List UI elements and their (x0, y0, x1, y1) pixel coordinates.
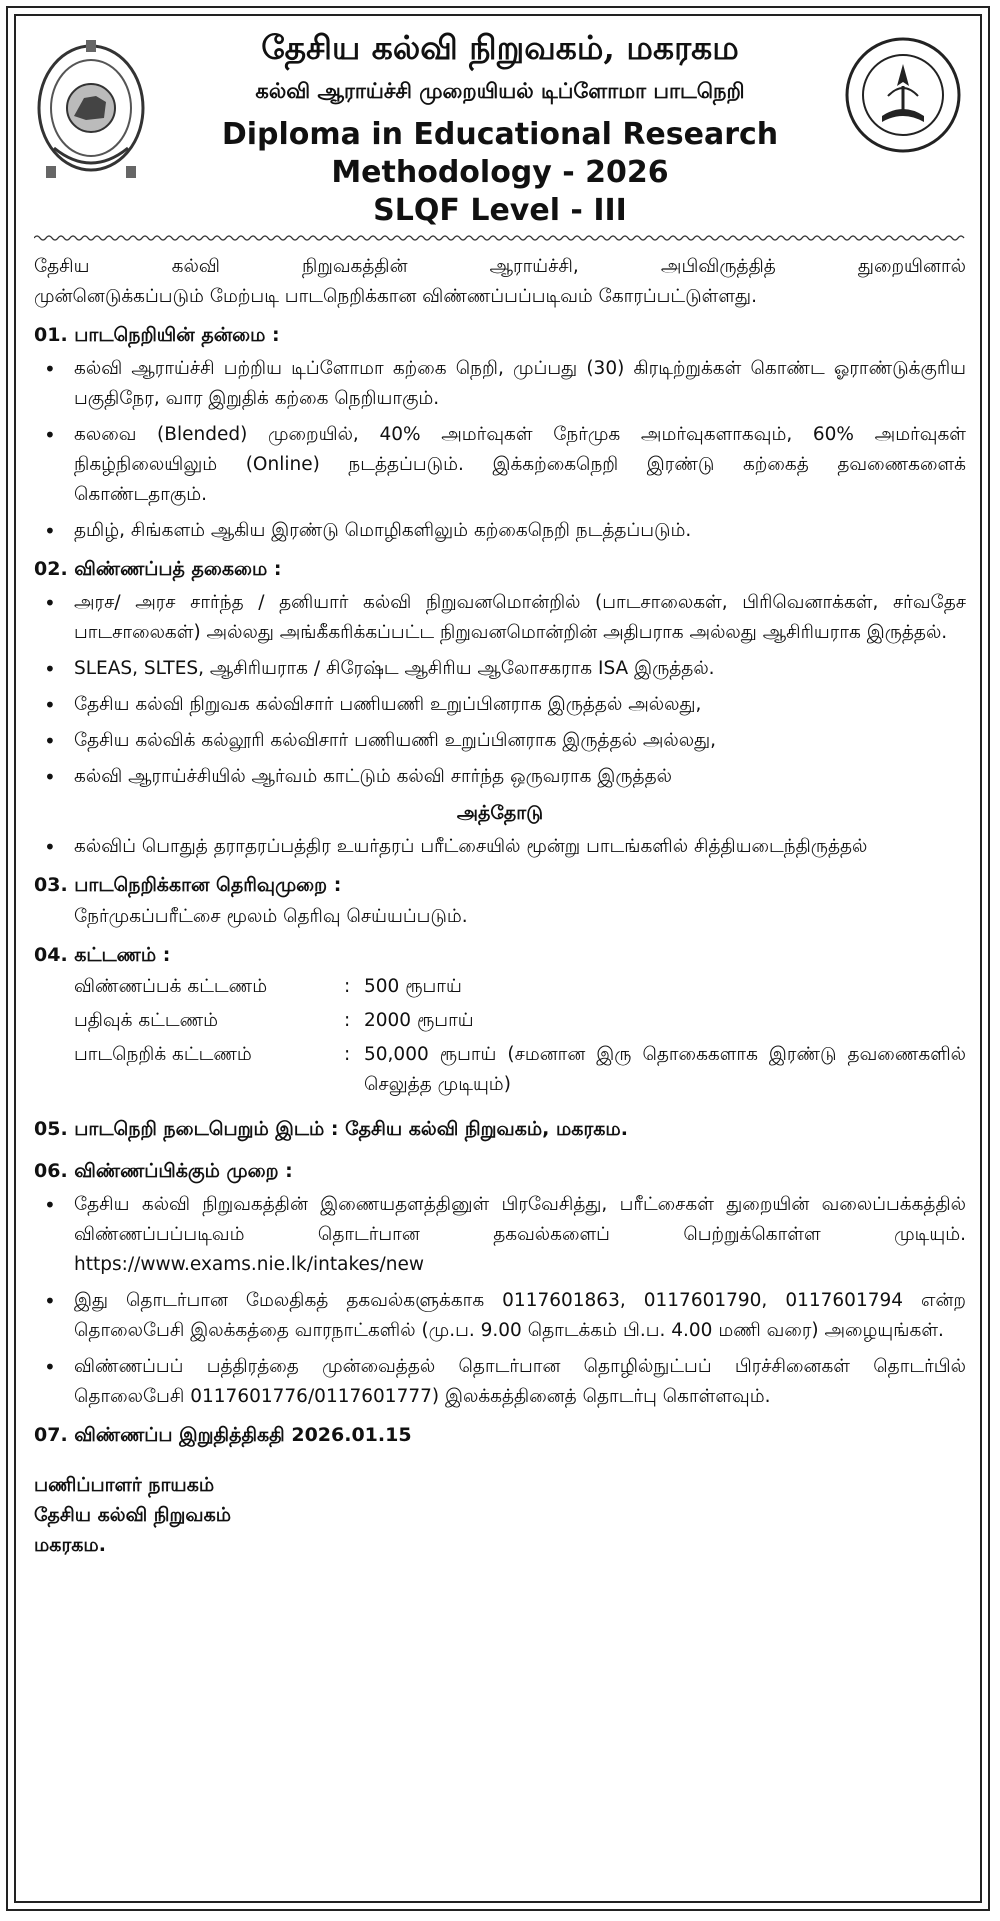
list-item: • கலவை (Blended) முறையில், 40% அமர்வுகள் நேர்முக அமர்வுகளாகவும், 60% அமர்வுகள் நிகழ்நிலையிலும் (Online) நடத்தப்படும். இக்கற்கைநெறி இரண்டு கற்கைத் தவணைகளைக் கொண்டதாகும். (34, 420, 966, 510)
slqf-level: SLQF Level - III (373, 193, 627, 228)
list-item: • விண்ணப்பப் பத்திரத்தை முன்வைத்தல் தொடர்பான தொழில்நுட்பப் பிரச்சினைகள் தொடர்பில் தொலைபேசி 0117601776/0117601777) இலக்கத்தினைத் தொடர்பு கொள்ளவும். (34, 1352, 966, 1412)
list-item: • தமிழ், சிங்களம் ஆகிய இரண்டு மொழிகளிலும் கற்கைநெறி நடத்தப்படும். (34, 516, 966, 546)
section-6-title: 06. விண்ணப்பிக்கும் முறை : (34, 1160, 293, 1182)
list-item: • கல்விப் பொதுத் தராதரப்பத்திர உயர்தரப் பரீட்சையில் மூன்று பாடங்களில் சித்தியடைந்திருத்தல் (34, 832, 966, 862)
fee-separator: : (344, 1044, 351, 1065)
header-divider (34, 232, 966, 244)
fee-value: 2000 ரூபாய் (364, 1010, 474, 1031)
section-7-title: 07. விண்ணப்ப இறுதித்திகதி 2026.01.15 (34, 1424, 412, 1446)
list-item: • தேசிய கல்வி நிறுவகத்தின் இணையதளத்தினுள் பிரவேசித்து, பரீட்சைகள் துறையின் வலைப்பக்கத்தில் விண்ணப்பப்படிவம் தொடர்பான தகவல்களைப் பெற்றுக்கொள்ள முடியும். https://www.exams.nie.lk/intakes/new (34, 1190, 966, 1280)
fee-value: 500 ரூபாய் (364, 976, 462, 997)
section-3-title: 03. பாடநெறிக்கான தெரிவுமுறை : (34, 874, 342, 896)
fee-separator: : (344, 976, 351, 997)
signature-place: மகரகம. (34, 1534, 106, 1556)
notice-content (34, 20, 966, 1560)
course-title-english-1: Diploma in Educational Research (221, 117, 779, 152)
institute-title: தேசிய கல்வி நிறுவகம், மகரகம (261, 28, 739, 67)
notice-header (34, 20, 966, 228)
list-item: • தேசிய கல்விக் கல்லூரி கல்விசார் பணியணி உறுப்பினராக இருத்தல் அல்லது, (34, 726, 966, 756)
intro-line-2: முன்னெடுக்கப்படும் மேற்படி பாடநெறிக்கான விண்ணப்பப்படிவம் கோரப்பட்டுள்ளது. (34, 286, 757, 307)
intro-line-1: தேசிய கல்வி நிறுவகத்தின் ஆராய்ச்சி, அபிவிருத்தித் துறையினால் (34, 256, 966, 277)
and-label: அத்தோடு (456, 802, 544, 824)
list-item: • கல்வி ஆராய்ச்சியில் ஆர்வம் காட்டும் கல்வி சார்ந்த ஒருவராக இருத்தல் (34, 762, 966, 792)
signature-org: தேசிய கல்வி நிறுவகம் (34, 1504, 232, 1526)
fee-label: பாடநெறிக் கட்டணம் (74, 1044, 252, 1065)
section-1-list (34, 354, 966, 546)
fee-label: பதிவுக் கட்டணம் (74, 1010, 219, 1031)
list-item: • இது தொடர்பான மேலதிகத் தகவல்களுக்காக 0117601863, 0117601790, 0117601794 என்ற தொலைபேசி இலக்கத்தை வாரநாட்களில் (மு.ப. 9.00 தொடக்கம் பி.ப. 4.00 மணி வரை) அழையுங்கள். (34, 1286, 966, 1346)
section-4-title: 04. கட்டணம் : (34, 944, 171, 966)
course-title-english-2: Methodology - 2026 (331, 155, 669, 190)
signature-title: பணிப்பாளர் நாயகம் (34, 1474, 215, 1496)
fee-value: 50,000 ரூபாய் (சமனான இரு தொகைகளாக இரண்டு தவணைகளில் செலுத்த முடியும்) (364, 1044, 966, 1095)
section-2-extra-list (34, 832, 966, 862)
section-6-list (34, 1190, 966, 1412)
signature-block (34, 1470, 966, 1560)
section-1-title: 01. பாடநெறியின் தன்மை : (34, 324, 280, 346)
course-title-tamil: கல்வி ஆராய்ச்சி முறையியல் டிப்ளோமா பாடநெறி (255, 78, 745, 103)
nie-seal-icon (844, 36, 962, 154)
list-item: • தேசிய கல்வி நிறுவக கல்விசார் பணியணி உறுப்பினராக இருத்தல் அல்லது, (34, 690, 966, 720)
fees-table (34, 972, 966, 1100)
section-2-list (34, 588, 966, 792)
section-3-text: நேர்முகப்பரீட்சை மூலம் தெரிவு செய்யப்படும். (74, 906, 468, 927)
fee-separator: : (344, 1010, 351, 1031)
intro-paragraph (34, 252, 966, 312)
list-item: • SLEAS, SLTES, ஆசிரியராக / சிரேஷ்ட ஆசிரிய ஆலோசகராக ISA இருத்தல். (34, 654, 966, 684)
section-5-title: 05. பாடநெறி நடைபெறும் இடம் : தேசிய கல்வி நிறுவகம், மகரகம. (34, 1118, 628, 1140)
list-item: • கல்வி ஆராய்ச்சி பற்றிய டிப்ளோமா கற்கை நெறி, முப்பது (30) கிரடிற்றுக்கள் கொண்ட ஓராண்டுக்குரிய பகுதிநேர, வார இறுதிக் கற்கை நெறியாகும். (34, 354, 966, 414)
section-2-title: 02. விண்ணப்பத் தகைமை : (34, 558, 282, 580)
list-item: • அரச/ அரச சார்ந்த / தனியார் கல்வி நிறுவனமொன்றில் (பாடசாலைகள், பிரிவெனாக்கள், சர்வதேச பாடசாலைகள்) அல்லது அங்கீகரிக்கப்பட்ட நிறுவனமொன்றின் அதிபராக அல்லது ஆசிரியராக இருத்தல். (34, 588, 966, 648)
fee-label: விண்ணப்பக் கட்டணம் (74, 976, 268, 997)
